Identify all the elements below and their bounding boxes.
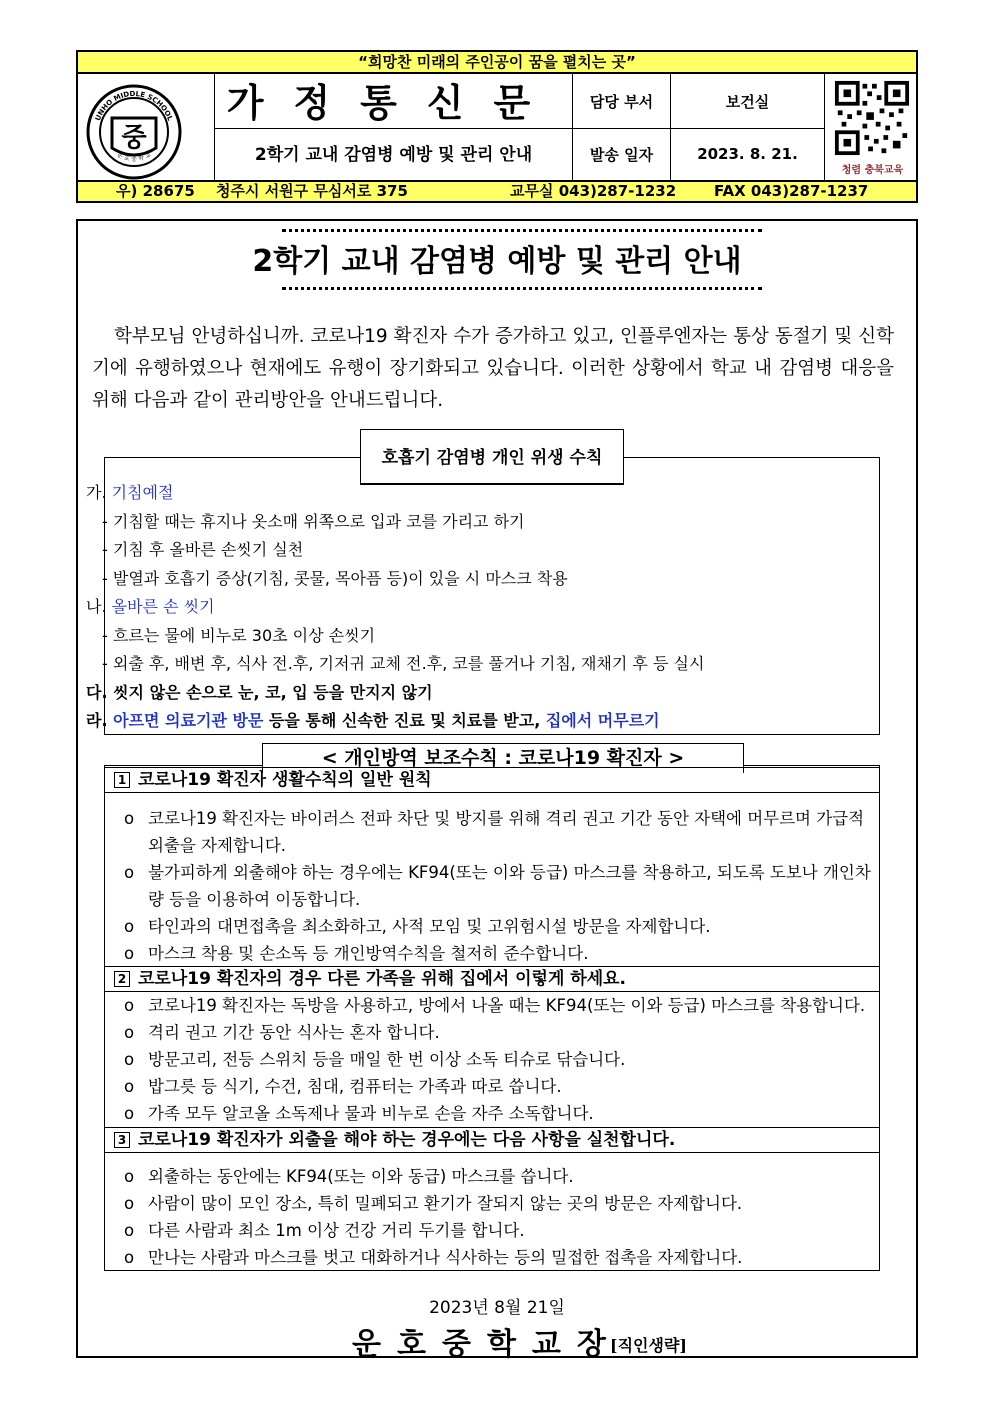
newsletter-header [76,74,918,180]
newsletter-title: 가정통신문 [226,80,561,125]
section-1-title: 코로나19 확진자 생활수칙의 일반 원칙 [138,770,432,790]
date-value: 2023. 8. 21. [671,128,825,180]
intro-paragraph [92,321,894,417]
rule-a-item: - 기침 후 올바른 손씻기 실천 [102,540,304,559]
dotted-rule [282,287,762,290]
list-item: o 타인과의 대면접촉을 최소화하고, 사적 모임 및 고위험시설 방문을 자제합니다. [118,913,878,940]
rule-d [86,707,856,736]
list-item: o 불가피하게 외출해야 하는 경우에는 KF94(또는 이와 등급) 마스크를 착용하고, 되도록 도보나 개인차량 등을 이용하여 이동합니다. [118,859,878,913]
logo-ring-text: UNHO MIDDLE SCHOOL [93,89,175,122]
section-3-list [118,1163,878,1271]
section-2-header [104,966,880,992]
list-item: o 밥그릇 등 식기, 수건, 침대, 컴퓨터는 가족과 따로 씁니다. [118,1073,878,1100]
list-item: o 만나는 사람과 마스크를 벗고 대화하거나 식사하는 등의 밀접한 접촉을 자제합니다. [118,1244,878,1271]
rule-a [86,479,856,508]
main-content [76,219,918,1362]
slogan-banner: “희망찬 미래의 주인공이 꿈을 펼치는 곳” [76,50,918,74]
section-number: 1 [114,772,130,788]
section-2-title: 코로나19 확진자의 경우 다른 가족을 위해 집에서 이렇게 하세요. [138,969,627,989]
qr-code-icon[interactable] [834,80,910,156]
section-number: 2 [114,971,130,987]
school-address: 청주시 서원구 무심서로 375 [216,182,408,200]
list-item: o 코로나19 확진자는 독방을 사용하고, 방에서 나올 때는 KF94(또는 이와 등급) 마스크를 착용합니다. [118,992,878,1019]
fax-number: FAX 043)287-1237 [714,182,869,200]
hygiene-rules-heading: 호흡기 감염병 개인 위생 수칙 [360,429,624,485]
seal-omitted: [직인생략] [610,1336,687,1355]
address-bar [76,180,918,203]
logo-glyph: 중 [121,123,147,153]
dept-label: 담당 부서 [573,74,671,128]
issue-date: 2023년 8월 21일 [429,1298,565,1318]
zip-code: 우) 28675 [116,182,195,200]
rule-b [86,593,856,622]
rule-prefix: 라. [86,711,114,730]
principal-signature: 운호중학교장 [352,1327,622,1362]
section-1-header [104,767,880,793]
hygiene-rules-list [86,479,856,736]
section-1-list [118,805,878,967]
school-logo-icon [84,82,184,182]
logo-bottom-text: 운 호 중 학 교 [115,151,153,163]
section-3-title: 코로나19 확진자가 외출을 해야 하는 경우에는 다음 사항을 실천합니다. [138,1130,676,1150]
rule-b-title: 올바른 손 씻기 [111,597,215,616]
list-item: o 가족 모두 알코올 소독제나 물과 비누로 손을 자주 소독합니다. [118,1100,878,1127]
intro-text: 학부모님 안녕하십니까. 코로나19 확진자 수가 증가하고 있고, 인플루엔자는 통상 동절기 및 신학기에 유행하였으나 현재에도 유행이 장기화되고 있습니다. 이러한 상황에서 학교 내 감염병 대응을 위해 다음과 같이 관리방안을 안내드립니다. [92,326,894,411]
dept-value: 보건실 [671,74,825,128]
rule-b-item: - 흐르는 물에 비누로 30초 이상 손씻기 [102,625,376,645]
section-3-header [104,1127,880,1153]
list-item: o 마스크 착용 및 손소독 등 개인방역수칙을 철저히 준수합니다. [118,940,878,967]
rule-b-item: - 외출 후, 배변 후, 식사 전․후, 기저귀 교체 전․후, 코를 풀거나 기침, 재채기 후 등 실시 [102,654,705,673]
rule-prefix: 나. [86,597,112,616]
date-label: 발송 일자 [573,128,671,180]
list-item: o 격리 권고 기간 동안 식사는 혼자 합니다. [118,1019,878,1046]
section-2-list [118,992,878,1127]
covid-rules-heading: < 개인방역 보조수칙 : 코로나19 확진자 > [262,743,744,773]
rule-a-title: 기침예절 [111,483,174,502]
rule-d-highlight: 집에서 머무르기 [545,711,660,730]
document-title: 2학기 교내 감염병 예방 및 관리 안내 [252,244,742,279]
rule-a-item: - 기침할 때는 휴지나 옷소매 위쪽으로 입과 코를 가리고 하기 [102,511,525,531]
office-phone: 교무실 043)287-1232 [510,182,677,200]
list-item: o 코로나19 확진자는 바이러스 전파 차단 및 방지를 위해 격리 권고 기간 동안 자택에 머무르며 가급적 외출을 자제합니다. [118,805,878,859]
rule-d-highlight: 아프면 의료기관 방문 [113,711,264,730]
rule-c: 다. 씻지 않은 손으로 눈, 코, 입 등을 만지지 않기 [86,682,433,702]
title-cell [215,74,573,180]
section-number: 3 [114,1132,130,1148]
dotted-rule [282,229,762,232]
rule-prefix: 가. [86,483,112,502]
divider [215,128,572,129]
list-item: o 방문고리, 전등 스위치 등을 매일 한 번 이상 소독 티슈로 닦습니다. [118,1046,878,1073]
rule-a-item: - 발열과 호흡기 증상(기침, 콧물, 목아픔 등)이 있을 시 마스크 착용 [102,568,568,588]
list-item: o 사람이 많이 모인 장소, 특히 밀폐되고 환기가 잘되지 않는 곳의 방문은 자제합니다. [118,1190,878,1217]
newsletter-subtitle: 2학기 교내 감염병 예방 및 관리 안내 [254,145,533,165]
info-grid [573,74,825,180]
list-item: o 다른 사람과 최소 1m 이상 건강 거리 두기를 합니다. [118,1217,878,1244]
qr-cell [825,74,920,180]
rule-d-text: 등을 통해 신속한 진료 및 치료를 받고, [263,711,546,730]
logo-cell [78,74,215,180]
qr-caption: 청렴 충북교육 [841,165,904,176]
list-item: o 외출하는 동안에는 KF94(또는 이와 동급) 마스크를 씁니다. [118,1163,878,1190]
